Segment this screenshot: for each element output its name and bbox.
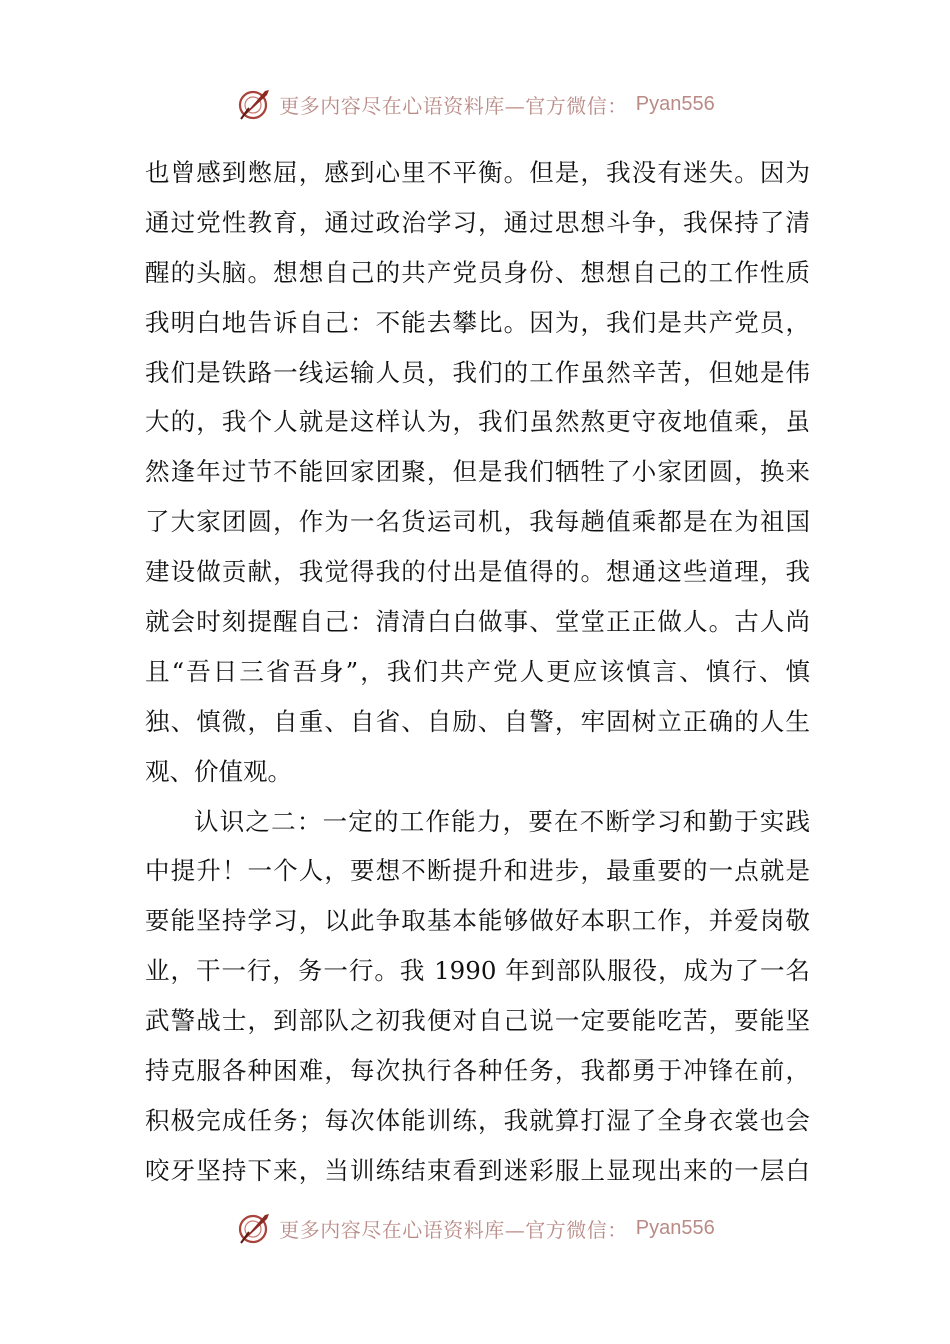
text-line: 独、慎微，自重、自省、自励、自警，牢固树立正确的人生: [145, 706, 810, 736]
header-watermark: [0, 84, 950, 124]
text-line: 大的，我个人就是这样认为，我们虽然熬更守夜地值乘，虽: [145, 407, 810, 437]
text-line: 我们是铁路一线运输人员，我们的工作虽然辛苦，但她是伟: [145, 357, 810, 387]
text-line: 要能坚持学习，以此争取基本能够做好本职工作，并爱岗敬: [145, 906, 810, 936]
watermark-text: 更多内容尽在心语资料库—官方微信：: [279, 93, 628, 118]
paragraph-start-line: 认识之二：一定的工作能力，要在不断学习和勤于实践: [194, 806, 810, 836]
text-line: 然逢年过节不能回家团聚，但是我们牺牲了小家团圆，换来: [145, 457, 810, 487]
text-line: 就会时刻提醒自己：清清白白做事、堂堂正正做人。古人尚: [145, 607, 810, 637]
text-line: 醒的头脑。想想自己的共产党员身份、想想自己的工作性质: [145, 257, 810, 287]
text-line: 咬牙坚持下来，当训练结束看到迷彩服上显现出来的一层白: [145, 1155, 810, 1185]
text-line: 中提升！一个人，要想不断提升和进步，最重要的一点就是: [145, 856, 810, 886]
text-line: 积极完成任务；每次体能训练，我就算打湿了全身衣裳也会: [145, 1105, 810, 1135]
text-line: 通过党性教育，通过政治学习，通过思想斗争，我保持了清: [145, 207, 810, 237]
quill-logo-icon: [235, 1210, 273, 1246]
text-line: 持克服各种困难，每次执行各种任务，我都勇于冲锋在前，: [145, 1056, 810, 1086]
text-line: 我明白地告诉自己：不能去攀比。因为，我们是共产党员，: [145, 307, 810, 337]
footer-watermark: [0, 1208, 950, 1248]
text-line: 武警战士，到部队之初我便对自己说一定要能吃苦，要能坚: [145, 1006, 810, 1036]
text-line: 业，干一行，务一行。我 1990 年到部队服役，成为了一名: [145, 956, 810, 986]
quill-logo-icon: [235, 86, 273, 122]
paragraph-end-line: 观、价值观。: [145, 756, 292, 786]
document-body: [145, 148, 810, 1196]
text-line: 建设做贡献，我觉得我的付出是值得的。想通这些道理，我: [145, 557, 810, 587]
watermark-wechat-id: Pyan556: [635, 92, 715, 115]
watermark-text: 更多内容尽在心语资料库—官方微信：: [279, 1217, 628, 1242]
watermark-wechat-id: Pyan556: [635, 1216, 715, 1239]
text-line: 也曾感到憋屈，感到心里不平衡。但是，我没有迷失。因为: [145, 158, 810, 187]
text-line: 且“吾日三省吾身”，我们共产党人更应该慎言、慎行、慎: [145, 656, 810, 686]
text-line: 了大家团圆，作为一名货运司机，我每趟值乘都是在为祖国: [145, 507, 810, 537]
